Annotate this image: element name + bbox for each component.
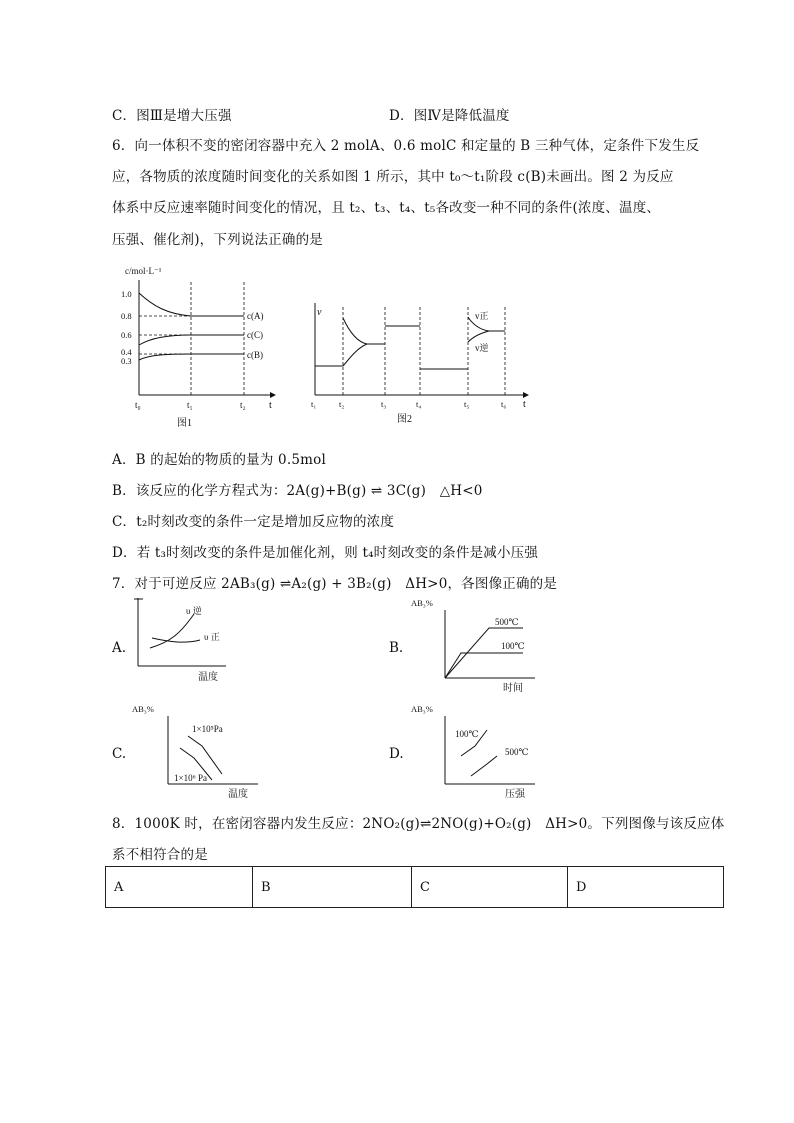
q7a-xlabel: 温度 [198, 672, 218, 683]
q8-line2: 系不相符合的是 [112, 847, 208, 863]
fig1-xaxis-label: t [269, 400, 272, 411]
q6-line3: 体系中反应速率随时间变化的情况，且 t₂、t₃、t₄、t₅各改变一种不同的条件(浓度、温度、 [112, 200, 661, 216]
q6-line4: 压强、催化剂)，下列说法正确的是 [112, 232, 323, 248]
prev-option-d: D．图Ⅳ是降低温度 [389, 108, 510, 124]
fig1-xtick-t1: t₁ [187, 400, 193, 410]
q8-cell-a: A [106, 867, 253, 908]
fig2-xtick-t4: t₄ [416, 399, 422, 409]
fig1-ytick-0.6: 0.6 [121, 330, 132, 340]
q7d-curve-500: 500℃ [505, 747, 529, 757]
q7b-curve-100: 100℃ [501, 641, 525, 651]
q7-graph-d [405, 700, 545, 804]
q7d-ylabel: AB₃% [411, 704, 433, 714]
fig1-ytick-0.4: 0.4 [121, 347, 132, 357]
q7-graph-a [130, 594, 250, 690]
fig2-xtick-t6: t₆ [501, 399, 507, 409]
q8-answer-table [105, 866, 724, 908]
q6-option-b: B．该反应的化学方程式为：2A(g)+B(g) ⇌ 3C(g) △H<0 [112, 483, 483, 499]
q7c-ylabel: AB₃% [132, 704, 154, 714]
table-row [106, 867, 724, 908]
fig1-xtick-t2: t₂ [240, 400, 246, 410]
q6-option-d: D．若 t₃时刻改变的条件是加催化剂，则 t₄时刻改变的条件是减小压强 [112, 545, 539, 561]
q6-option-a: A．B 的起始的物质的量为 0.5mol [112, 452, 326, 468]
q7-graph-c [130, 700, 270, 804]
q8-cell-c: C [412, 867, 568, 908]
fig1-ytick-0.8: 0.8 [121, 311, 132, 321]
q8-line1: 8．1000K 时，在密闭容器内发生反应：2NO₂(g)⇌2NO(g)+O₂(g) ΔH>0。下列图像与该反应体 [112, 816, 725, 832]
q6-figure-1 [115, 262, 285, 441]
q7b-xlabel: 时间 [503, 683, 523, 694]
fig1-curve-cC: c(C) [247, 330, 263, 340]
q8-cell-d: D [568, 867, 724, 908]
prev-option-c: C．图Ⅲ是增大压强 [112, 108, 232, 124]
q6-line1: 6．向一体积不变的密闭容器中充入 2 molA、0.6 molC 和定量的 B 三种气体，定条件下发生反 [112, 138, 700, 154]
fig2-xtick-t1: t₁ [311, 399, 317, 409]
q7-option-a-label: A. [112, 640, 127, 656]
q7b-ylabel: AB₃% [411, 598, 433, 608]
fig2-xtick-t5: t₅ [464, 399, 470, 409]
fig2-v-reverse: v逆 [475, 343, 489, 353]
fig1-xtick-t0: t₀ [135, 400, 141, 410]
fig2-xtick-t2: t₂ [339, 399, 345, 409]
fig1-ytick-1.0: 1.0 [121, 289, 132, 299]
q7-option-c-label: C. [112, 746, 127, 762]
q6-figure-2 [305, 295, 535, 439]
fig2-xaxis-label: t [523, 399, 526, 410]
q7c-xlabel: 温度 [228, 789, 248, 800]
q7b-curve-500: 500℃ [495, 617, 519, 627]
fig1-curve-cA: c(A) [247, 311, 264, 321]
fig1-ytick-0.3: 0.3 [121, 356, 132, 366]
fig1-curve-cB: c(B) [247, 350, 263, 360]
q7d-xlabel: 压强 [505, 789, 525, 800]
fig1-ylabel: c/mol·L⁻¹ [125, 266, 162, 276]
q7c-curve-1e5: 1×10⁵Pa [192, 724, 223, 734]
fig2-ylabel: v [317, 307, 322, 318]
q6-option-c: C．t₂时刻改变的条件一定是增加反应物的浓度 [112, 514, 395, 530]
fig2-v-forward: v正 [475, 311, 489, 321]
fig2-caption: 图2 [397, 414, 412, 425]
q6-line2: 应，各物质的浓度随时间变化的关系如图 1 所示，其中 t₀～t₁阶段 c(B)未画出。图 2 为反应 [112, 169, 674, 185]
q8-cell-b: B [253, 867, 412, 908]
q7c-curve-1e6: 1×10⁶ Pa [174, 773, 207, 783]
fig1-caption: 图1 [177, 418, 192, 429]
q7a-curve-reverse: υ 逆 [186, 606, 202, 616]
q7-stem: 7．对于可逆反应 2AB₃(g) ⇌A₂(g) + 3B₂(g) ΔH>0，各图像正确的是 [112, 576, 558, 592]
fig2-xtick-t3: t₃ [381, 399, 387, 409]
q7-graph-b [405, 596, 545, 698]
q7d-curve-100: 100℃ [455, 729, 479, 739]
q7-option-b-label: B. [389, 640, 404, 656]
q7a-curve-forward: υ 正 [204, 632, 220, 642]
q7-option-d-label: D. [389, 746, 404, 762]
